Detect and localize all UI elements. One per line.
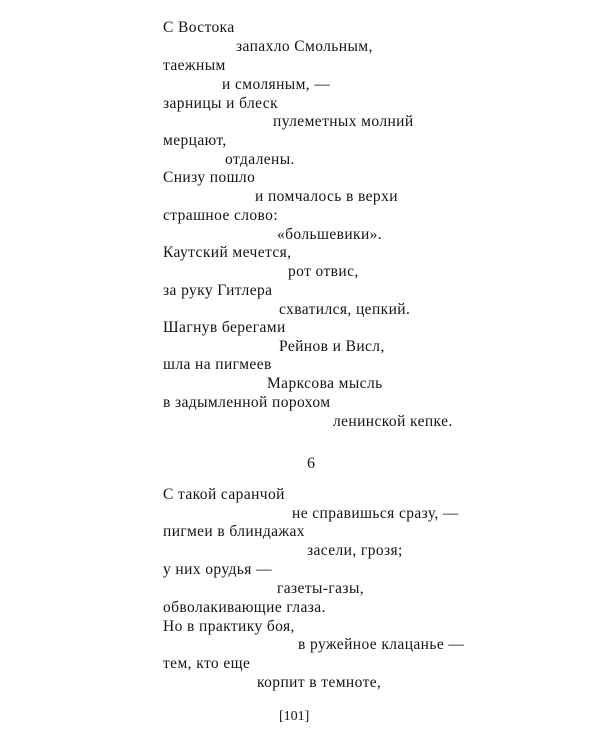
poem-line: тем, кто еще: [163, 655, 251, 672]
section-number: 6: [307, 455, 315, 472]
poem-line: Снизу пошло: [163, 169, 256, 186]
poem-line: отдалены.: [225, 151, 295, 168]
poem-line: пулеметных молний: [273, 113, 414, 130]
poem-line: С такой саранчой: [163, 486, 285, 503]
poem-line: шла на пигмеев: [163, 356, 272, 373]
poem-line: газеты-газы,: [277, 580, 365, 597]
poem-line: пигмеи в блиндажах: [163, 523, 305, 540]
poem-line: рот отвис,: [288, 263, 359, 280]
poem-line: у них орудья —: [163, 561, 272, 578]
poem-line: ленинской кепке.: [333, 413, 453, 430]
poem-line: запахло Смольным,: [236, 38, 373, 55]
poem-line: корпит в темноте,: [257, 674, 382, 691]
poem-line: обволакивающие глаза.: [163, 599, 326, 616]
poem-line: Но в практику боя,: [163, 618, 295, 635]
poem-line: С Востока: [163, 19, 235, 36]
poem-line: Каутский мечется,: [163, 244, 292, 261]
poem-line: Марксова мысль: [267, 375, 383, 392]
poem-line: таежным: [163, 57, 226, 74]
poem-line: в ружейное клацанье —: [298, 636, 465, 653]
poem-line: мерцают,: [163, 132, 227, 149]
poem-line: за руку Гитлера: [163, 282, 273, 299]
poem-line: Рейнов и Висл,: [279, 338, 385, 355]
poem-line: и смоляным, —: [222, 76, 331, 93]
poem-line: схватился, цепкий.: [279, 301, 411, 318]
poem-line: не справишься сразу, —: [292, 505, 459, 522]
poem-line: засели, грозя;: [307, 542, 403, 559]
poem-line: и помчалось в верхи: [255, 188, 398, 205]
poem-line: зарницы и блеск: [163, 95, 279, 112]
poem-line: страшное слово:: [163, 207, 279, 224]
poem-line: в задымленной порохом: [163, 394, 331, 411]
page-number: [101]: [279, 709, 310, 724]
poem-line: «большевики».: [277, 226, 383, 243]
poem-line: Шагнув берегами: [163, 319, 286, 336]
